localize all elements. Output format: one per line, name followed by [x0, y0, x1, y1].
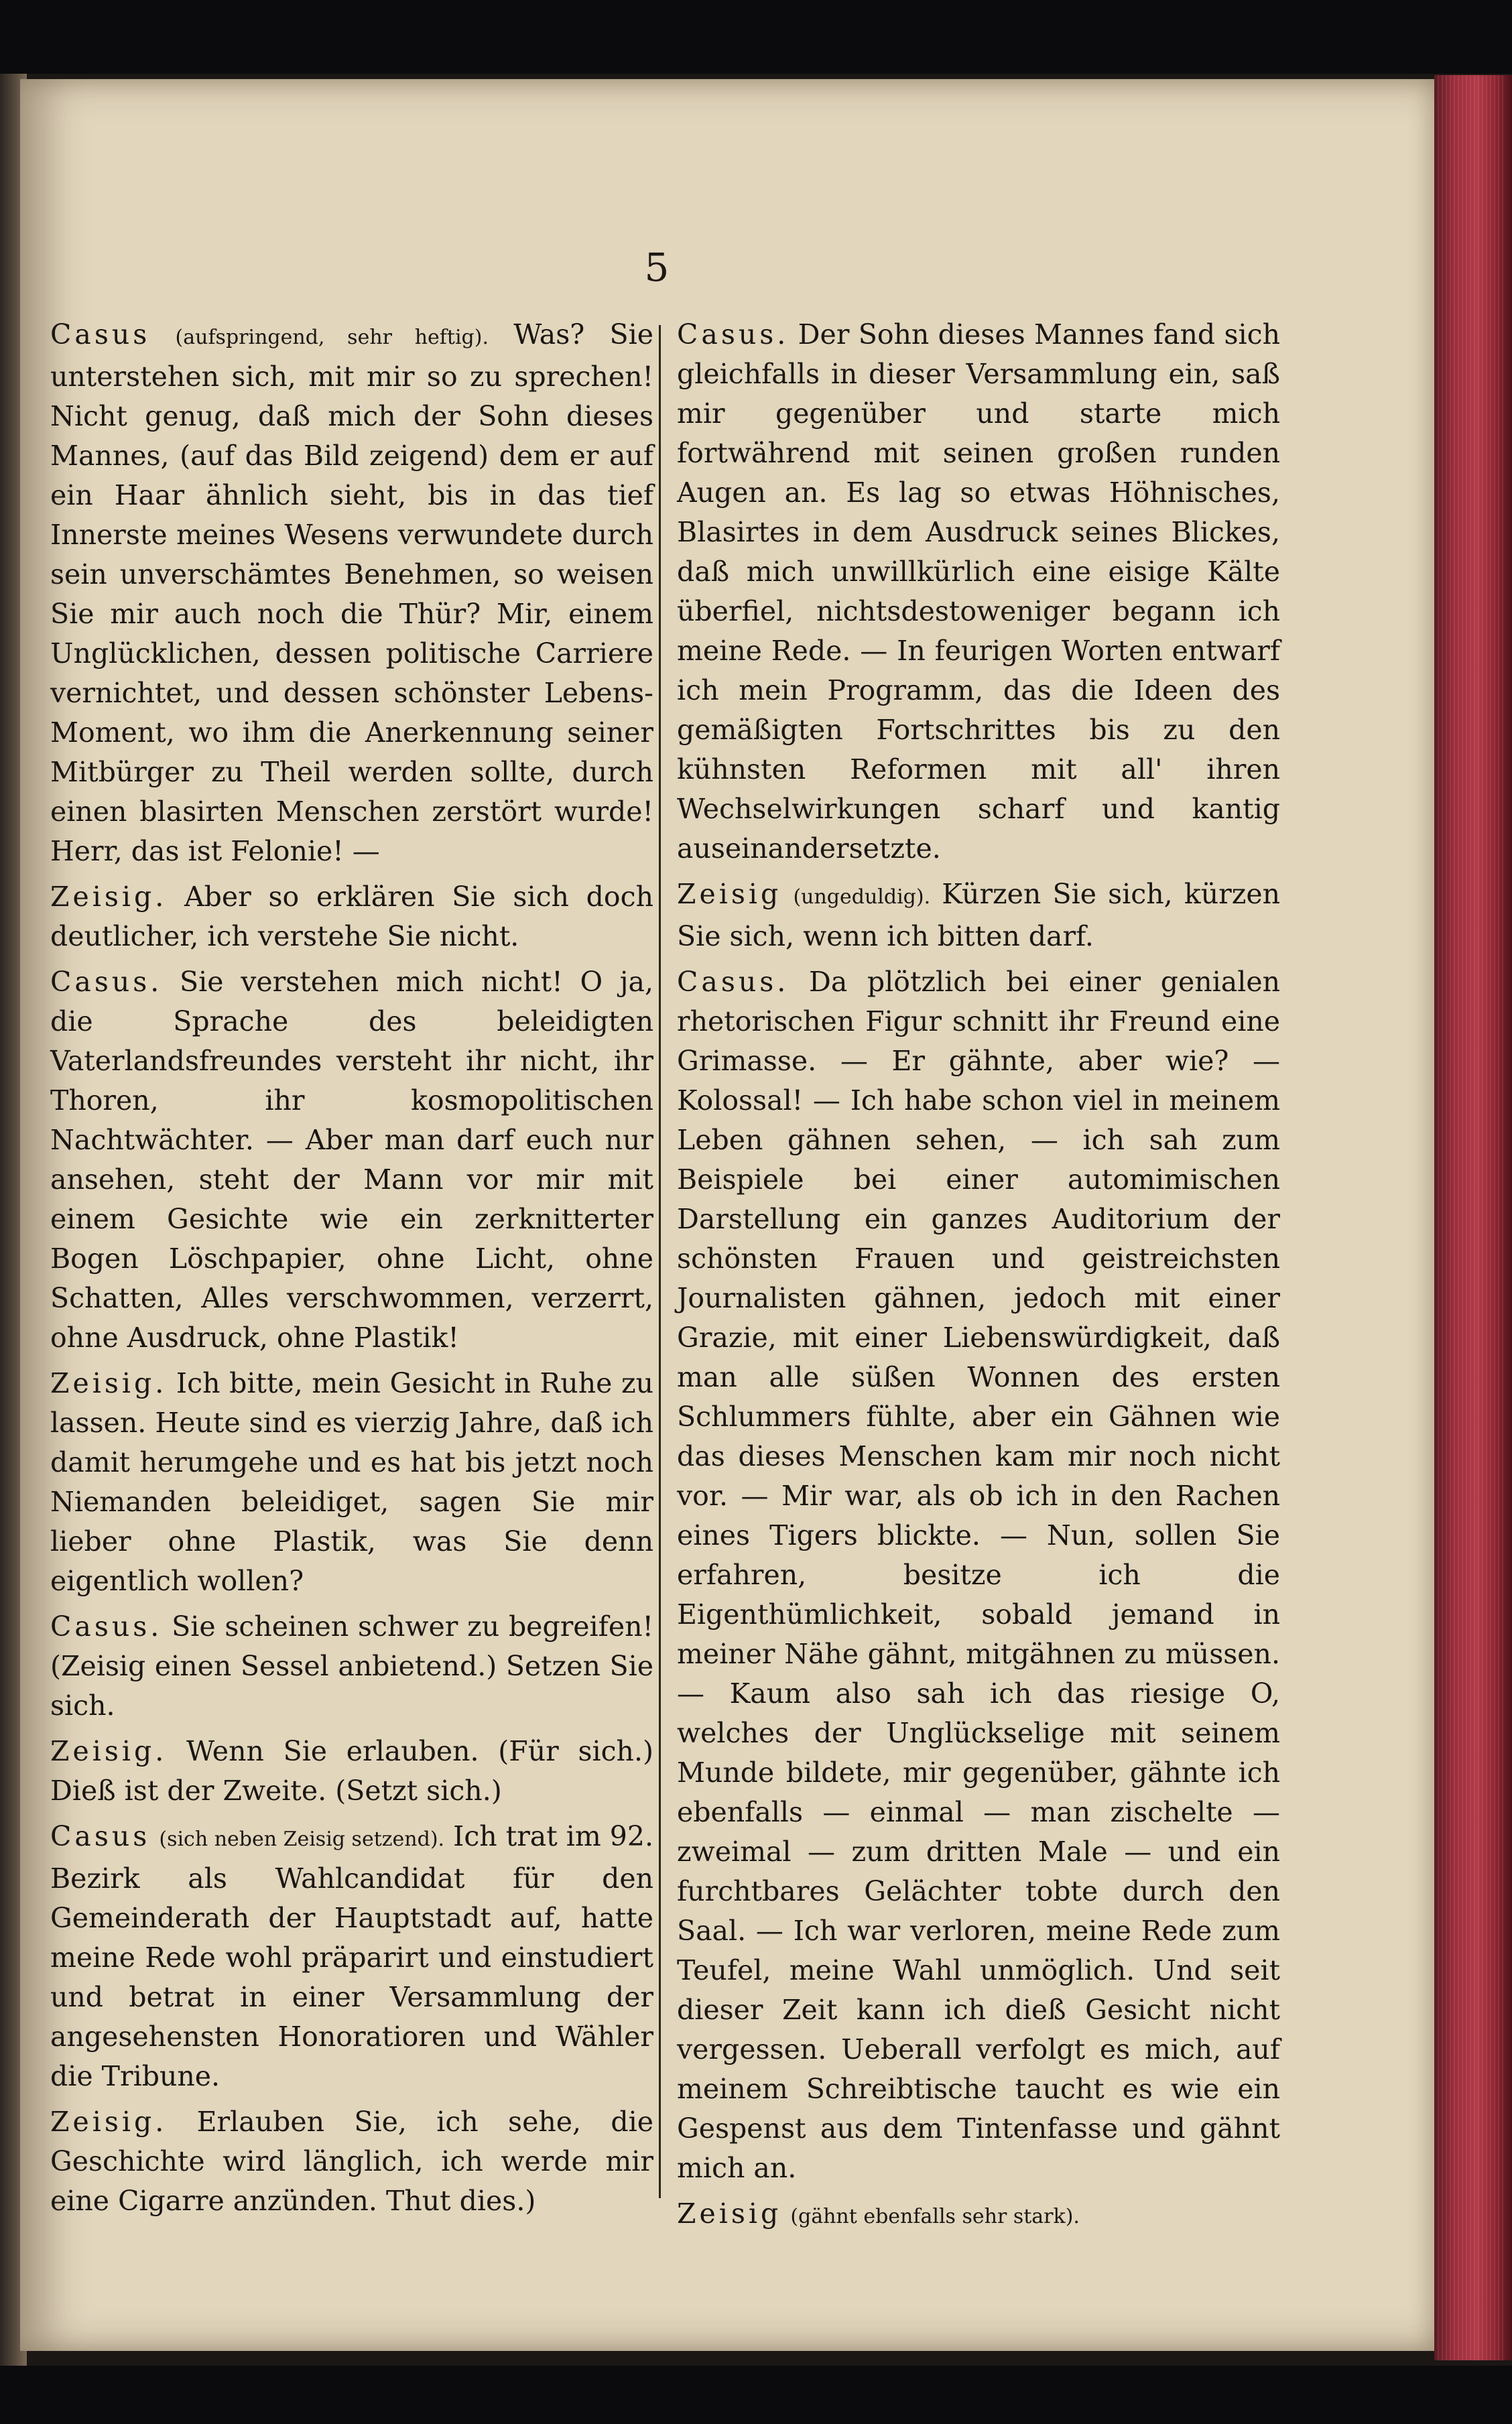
speaker-name: Casus — [50, 1820, 151, 1852]
paragraph — [50, 315, 653, 871]
paragraph — [50, 2102, 653, 2221]
paragraph — [50, 877, 653, 956]
speaker-name: Casus. — [677, 966, 790, 998]
paragraph — [50, 1364, 653, 1601]
dialogue-text: Der Sohn dieses Mannes fand sich gleichfalls in dieser Versammlung ein, saß mir gegenüber und starte mich fortwährend mit seinen großen runden Augen an. Es lag so etwas Höhnisches, Blasirtes in dem Ausdruck seines Blickes, daß mich unwillkürlich eine eisige Kälte überfiel, nichtsdestoweniger begann ich meine Rede. — In feurigen Worten entwarf ich mein Programm, das die Ideen des gemäßigten Fortschrittes bis zu den kühnsten Reformen mit all' ihren Wechselwirkungen scharf und kantig auseinandersetzte. — [677, 318, 1280, 865]
speaker-name: Zeisig. — [50, 1735, 168, 1767]
stage-direction: (sich neben Zeisig setzend). — [159, 1828, 445, 1851]
speaker-name: Zeisig. — [50, 2106, 168, 2138]
page-number: 5 — [644, 245, 670, 290]
dialogue-text: Aber so erklären Sie sich doch deutlicher, ich verstehe Sie nicht. — [50, 881, 653, 952]
paragraph — [677, 2194, 1280, 2236]
page-block-edge — [1438, 75, 1505, 2360]
speaker-name: Zeisig — [677, 878, 782, 910]
dialogue-text: Sie scheinen schwer zu begreifen! (Zeisig einen Sessel anbietend.) Setzen Sie sich. — [50, 1610, 653, 1722]
paragraph — [50, 962, 653, 1358]
paragraph — [50, 1607, 653, 1726]
speaker-name: Casus — [50, 318, 151, 350]
dialogue-text: Sie verstehen mich nicht! O ja, die Sprache des beleidigten Vaterlandsfreundes versteht ihr nicht, ihr Thoren, ihr kosmopolitischen Nachtwächter. — Aber man darf euch nur ansehen, steht der Mann vor mir mit einem Gesichte wie ein zerknitterter Bogen Löschpapier, ohne Licht, ohne Schatten, Alles verschwommen, verzerrt, ohne Ausdruck, ohne Plastik! — [50, 966, 653, 1354]
dialogue-text: Kürzen Sie sich, kürzen Sie sich, wenn ich bitten darf. — [677, 878, 1280, 952]
paragraph — [677, 315, 1280, 869]
stage-direction: (gähnt ebenfalls sehr stark). — [790, 2205, 1080, 2228]
dialogue-text: Ich bitte, mein Gesicht in Ruhe zu lassen. Heute sind es vierzig Jahre, daß ich damit herumgehe und es hat bis jetzt noch Niemanden beleidiget, sagen Sie mir lieber ohne Plastik, was Sie denn eigentlich wollen? — [50, 1367, 653, 1597]
paragraph — [50, 1817, 653, 2096]
speaker-name: Zeisig — [677, 2197, 782, 2230]
stage-direction: (ungeduldig). — [793, 885, 931, 909]
dialogue-text: Da plötzlich bei einer genialen rhetorischen Figur schnitt ihr Freund eine Grimasse. — Er gähnte, aber wie? — Kolossal! — Ich habe schon viel in meinem Leben gähnen sehen, — ich sah zum Beispiele bei einer automimischen Darstellung ein ganzes Auditorium der schönsten Frauen und geistreichsten Journalisten gähnen, jedoch mit einer Grazie, mit einer Liebenswürdigkeit, daß man alle süßen Wonnen des ersten Schlummers fühlte, aber ein Gähnen wie das dieses Menschen kam mir noch nicht vor. — Mir war, als ob ich in den Rachen eines Tigers blickte. — Nun, sollen Sie erfahren, besitze ich die Eigenthümlichkeit, sobald jemand in meiner Nähe gähnt, mitgähnen zu müssen. — Kaum also sah ich das riesige O, welches der Unglückselige mit seinem Munde bildete, mir gegenüber, gähnte ich ebenfalls — einmal — man zischelte — zweimal — zum dritten Male — und ein furchtbares Gelächter tobte durch den Saal. — Ich war verloren, meine Rede zum Teufel, meine Wahl unmöglich. Und seit dieser Zeit kann ich dieß Gesicht nicht vergessen. Ueberall verfolgt es mich, auf meinem Schreibtische taucht es wie ein Gespenst aus dem Tintenfasse und gähnt mich an. — [677, 966, 1280, 2184]
paragraph — [50, 1732, 653, 1811]
paragraph — [677, 962, 1280, 2188]
speaker-name: Casus. — [677, 318, 790, 350]
left-column — [50, 315, 653, 2227]
dialogue-text: Erlauben Sie, ich sehe, die Geschichte wird länglich, ich werde mir eine Cigarre anzünden. Thut dies.) — [50, 2106, 653, 2217]
dialogue-text: Wenn Sie erlauben. (Für sich.) Dieß ist der Zweite. (Setzt sich.) — [50, 1735, 653, 1807]
dialogue-text: Was? Sie unterstehen sich, mit mir so zu sprechen! Nicht genug, daß mich der Sohn dieses Mannes, (auf das Bild zeigend) dem er auf ein Haar ähnlich sieht, bis in das tief Innerste meines Wesens verwundete durch sein unverschämtes Benehmen, so weisen Sie mir auch noch die Thür? Mir, einem Unglücklichen, dessen politische Carriere vernichtet, und dessen schönster Lebens-Moment, wo ihm die Anerkennung seiner Mitbürger zu Theil werden sollte, durch einen blasirten Menschen zerstört wurde! Herr, das ist Felonie! — — [50, 318, 653, 867]
stage-direction: (aufspringend, sehr heftig). — [175, 326, 489, 349]
dialogue-text: Ich trat im 92. Bezirk als Wahlcandidat für den Gemeinderath der Hauptstadt auf, hatte meine Rede wohl präparirt und einstudiert und betrat in einer Versammlung der angesehensten Honoratioren und Wähler die Tribune. — [50, 1820, 653, 2092]
speaker-name: Casus. — [50, 1610, 163, 1643]
paragraph — [677, 875, 1280, 956]
speaker-name: Casus. — [50, 966, 163, 998]
right-column — [677, 315, 1280, 2242]
speaker-name: Zeisig. — [50, 881, 168, 913]
column-divider — [659, 325, 661, 2198]
speaker-name: Zeisig. — [50, 1367, 168, 1399]
